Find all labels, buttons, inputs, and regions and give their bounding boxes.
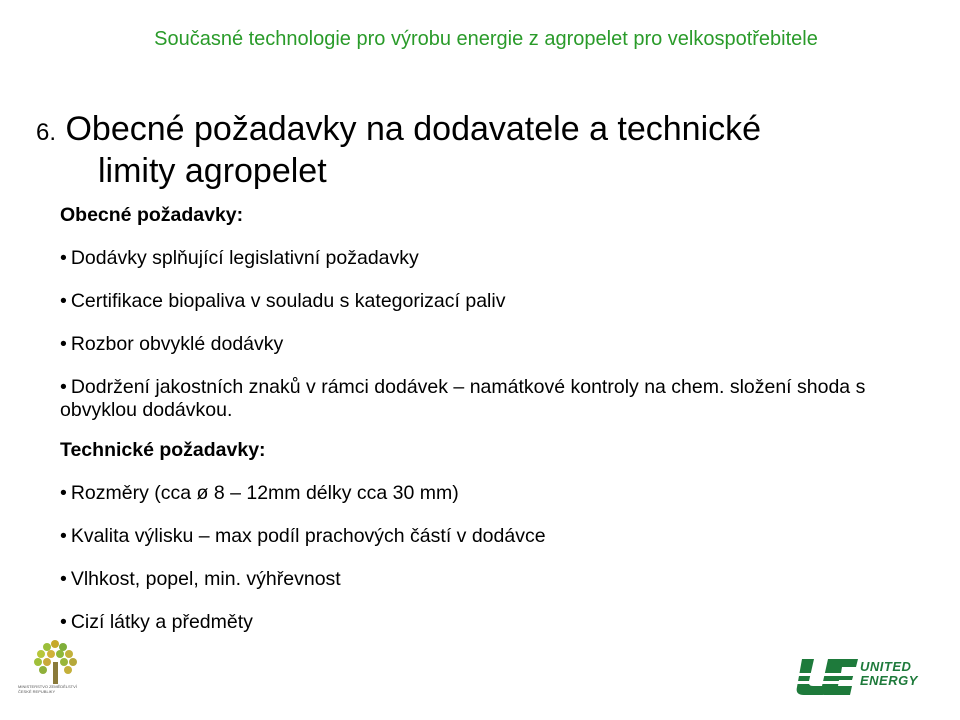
bullet-glyph: • bbox=[60, 333, 67, 355]
bullet-text: Rozměry (cca ø 8 – 12mm délky cca 30 mm) bbox=[70, 482, 459, 504]
general-requirements-heading: Obecné požadavky: bbox=[60, 204, 244, 226]
ministry-caption-line-1: MINISTERSTVO ZEMĚDĚLSTVÍ bbox=[18, 684, 77, 689]
bullet-item bbox=[60, 290, 920, 313]
bullet-text: Vlhkost, popel, min. výhřevnost bbox=[70, 568, 341, 590]
bullet-text: Kvalita výlisku – max podíl prachových částí v dodávce bbox=[70, 525, 546, 547]
company-name-line-1: UNITED bbox=[860, 659, 912, 674]
bullet-glyph: • bbox=[60, 376, 67, 398]
title-line-1 bbox=[36, 110, 916, 152]
title-number: 6. bbox=[36, 119, 57, 146]
ministry-caption bbox=[18, 684, 98, 694]
bullet-item bbox=[60, 333, 920, 356]
bullet-item bbox=[60, 247, 920, 270]
slide-title bbox=[36, 110, 916, 190]
slide-header: Současné technologie pro výrobu energie z agropelet pro velkospotřebitele bbox=[154, 28, 818, 50]
bullet-text: Cizí látky a předměty bbox=[70, 611, 253, 633]
title-line-2: limity agropelet bbox=[98, 152, 327, 190]
bullet-item bbox=[60, 568, 920, 591]
bullet-item bbox=[60, 482, 920, 505]
bullet-text: Rozbor obvyklé dodávky bbox=[70, 333, 284, 355]
slide-content bbox=[60, 204, 920, 654]
title-text-1: Obecné požadavky na dodavatele a technické bbox=[65, 110, 762, 148]
bullet-glyph: • bbox=[60, 290, 67, 312]
technical-requirements-heading: Technické požadavky: bbox=[60, 439, 266, 461]
ministry-caption-line-2: ČESKÉ REPUBLIKY bbox=[18, 689, 56, 694]
united-energy-wordmark bbox=[860, 660, 918, 688]
bullet-item bbox=[60, 611, 920, 634]
bullet-item bbox=[60, 376, 920, 422]
bullet-glyph: • bbox=[60, 568, 67, 590]
company-name-line-2: ENERGY bbox=[860, 673, 918, 688]
bullet-glyph: • bbox=[60, 611, 67, 633]
bullet-glyph: • bbox=[60, 525, 67, 547]
bullet-text: Dodržení jakostních znaků v rámci dodávek – namátkové kontroly na chem. složení shoda s obvyklou dodávkou. bbox=[60, 376, 866, 421]
bullet-text: Dodávky splňující legislativní požadavky bbox=[70, 247, 419, 269]
bullet-glyph: • bbox=[60, 247, 67, 269]
bullet-glyph: • bbox=[60, 482, 67, 504]
bullet-text: Certifikace biopaliva v souladu s kategorizací paliv bbox=[70, 290, 506, 312]
bullet-item bbox=[60, 525, 920, 548]
